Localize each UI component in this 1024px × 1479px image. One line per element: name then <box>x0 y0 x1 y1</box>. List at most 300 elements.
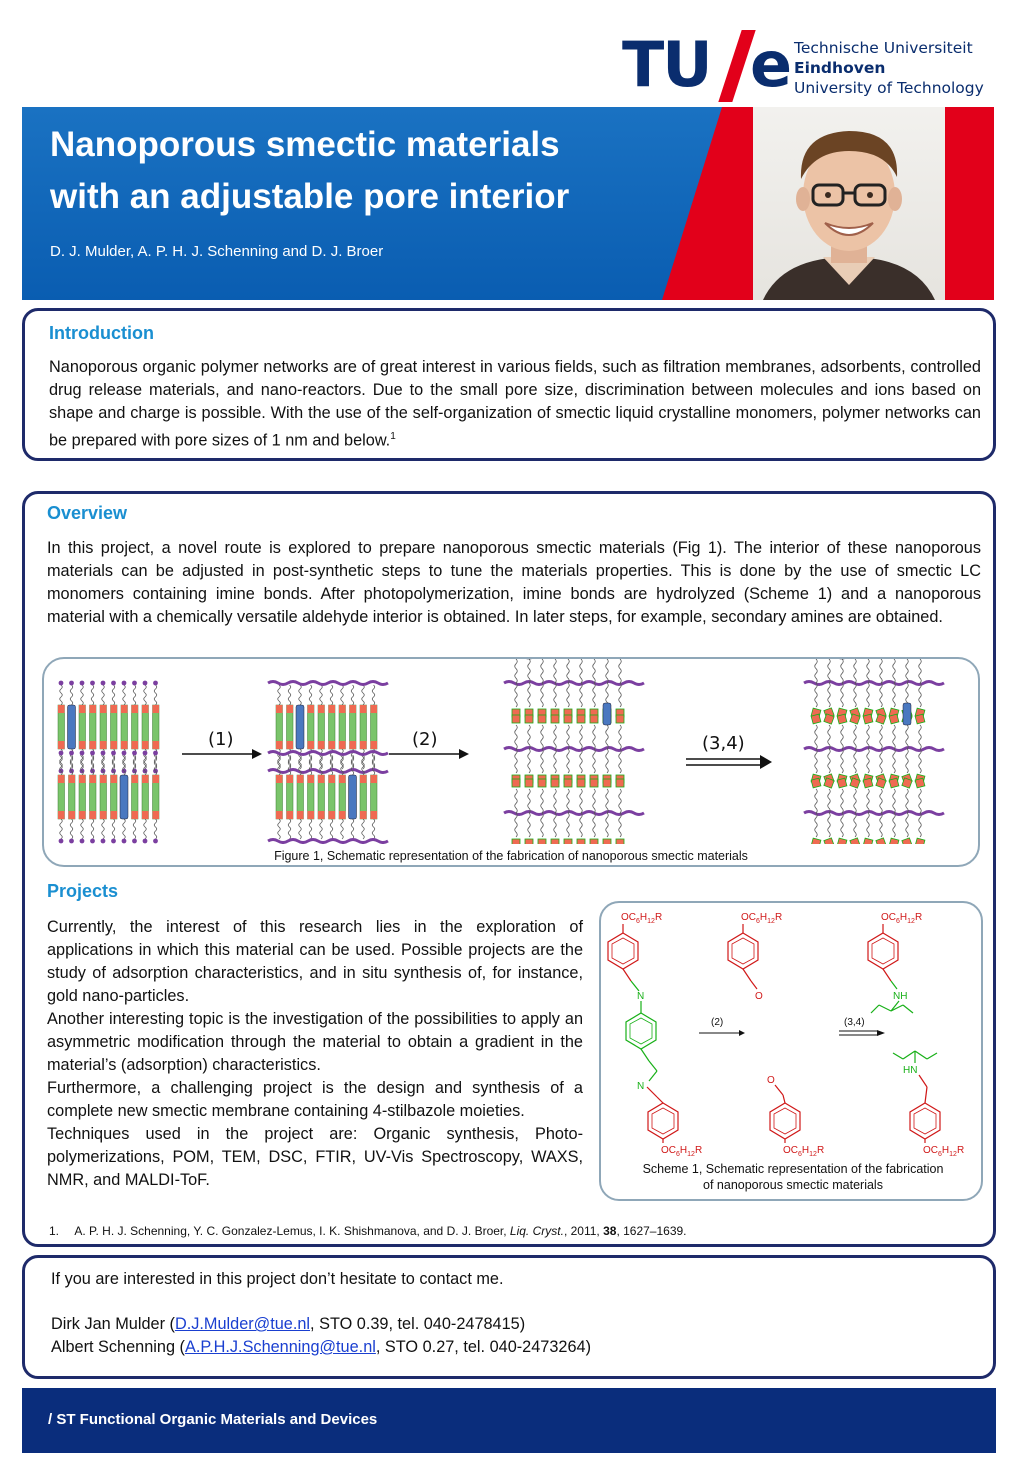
fig1-s3-bottom-head-up <box>577 779 585 787</box>
fig1-s1-upper-mesogen-cap-top <box>142 705 149 713</box>
contact-section <box>22 1255 996 1379</box>
fig1-s3-middle-head-up <box>538 715 546 723</box>
fig1-s4-middle-tail-up <box>880 725 883 749</box>
projects-paragraph-1: Currently, the interest of this research lies in the exploration of applications in which this material can be used. Possible projects are the study of adsorption characteristics, and in situ synthesis of, for instance, gold nano-particles. <box>47 918 583 1005</box>
fig1-s2-upper-mesogen-cap-top <box>308 705 315 713</box>
fig1-s4-bottom-head-down <box>863 838 873 844</box>
fig1-s3-bottom-tail-down <box>580 813 583 837</box>
fig1-s3-bottom-tail-up <box>567 789 570 813</box>
fig1-s4-middle-tail-up <box>867 725 870 749</box>
fig1-s3-middle-tail-up <box>593 725 596 749</box>
fig1-s3-middle-tail-down <box>580 749 583 773</box>
fig1-s1-lower-end-top <box>80 751 85 756</box>
fig1-s2-upper-mesogen-cap-bottom <box>339 741 346 749</box>
fig1-s2-lower-template <box>349 775 357 819</box>
fig1-s1-upper-tail-top <box>102 685 105 705</box>
fig1-s3-bottom-tail-down <box>515 813 518 837</box>
fig1-s1-lower-mesogen-cap-top <box>132 775 139 783</box>
fig1-s3-middle-tail-up <box>567 725 570 749</box>
contact-person-2 <box>51 1338 591 1357</box>
fig1-s2-upper-mesogen-cap-top <box>360 705 367 713</box>
fig1-s1-lower-end-top <box>143 751 148 756</box>
scheme-1 <box>599 901 983 1201</box>
fig1-s4-middle-tail-down <box>841 749 844 773</box>
fig1-s1-lower-mesogen-cap-bottom <box>58 811 65 819</box>
fig1-s2-lower-mesogen-cap-top <box>318 775 325 783</box>
scheme-structure-amine-top <box>868 912 922 1013</box>
fig1-s1-upper-mesogen-cap-top <box>132 705 139 713</box>
logo-line-3: University of Technology <box>794 79 984 97</box>
fig1-stage-functionalized <box>804 659 944 844</box>
fig1-s3-middle-backbone <box>504 748 644 751</box>
fig1-s3-middle-tail-down <box>567 749 570 773</box>
fig1-s2-upper-mesogen-cap-bottom <box>276 741 283 749</box>
fig1-s1-upper-mesogen-cap-top <box>153 705 160 713</box>
fig1-s3-top-tail-down <box>554 683 557 707</box>
footer-group-name: / ST Functional Organic Materials and Devices <box>48 1411 378 1428</box>
fig1-s1-lower-mesogen-cap-top <box>69 775 76 783</box>
projects-text <box>47 916 583 1192</box>
fig1-s1-lower-end-top <box>69 751 74 756</box>
fig1-s4-top-tail-down <box>919 683 922 707</box>
fig1-s1-lower-end-bottom <box>69 839 74 844</box>
projects-heading: Projects <box>47 881 119 901</box>
fig1-s2-lower-mesogen-cap-bottom <box>339 811 346 819</box>
fig1-s2-lower-mesogen-cap-top <box>287 775 294 783</box>
scheme-1-caption-line-2: of nanoporous smectic materials <box>703 1178 883 1192</box>
fig1-s4-bottom-head-down <box>850 838 860 844</box>
fig1-s1-upper-mesogen-cap-bottom <box>100 741 107 749</box>
fig1-s2-lower-tail-bottom <box>362 819 365 839</box>
fig1-s4-bottom-tail-down <box>906 813 909 837</box>
fig1-s1-lower-mesogen-cap-top <box>79 775 86 783</box>
fig1-s4-top-tail-down <box>854 683 857 707</box>
fig1-s1-upper-tail-top <box>60 685 63 705</box>
fig1-stage-hydrolyzed <box>504 659 644 844</box>
fig1-s2-upper-mesogen-cap-top <box>287 705 294 713</box>
fig1-s4-middle-tail-up <box>893 725 896 749</box>
overview-heading: Overview <box>47 503 128 523</box>
fig1-s3-bottom-tail-down <box>619 813 622 837</box>
fig1-s1-upper-end-top <box>122 681 127 686</box>
fig1-s1-upper-end-top <box>69 681 74 686</box>
scheme-n-label-1: N <box>637 991 645 1002</box>
fig1-s3-bottom-backbone <box>504 812 644 815</box>
fig1-s4-middle-tail-up <box>815 725 818 749</box>
projects-paragraph-4: Techniques used in the project are: Organic synthesis, Photo-polymerizations, POM, TEM, DSC, FTIR, UV-Vis Spectroscopy, WAXS, NMR, and MALDI-ToF. <box>47 1125 583 1189</box>
poster-authors: D. J. Mulder, A. P. H. J. Schenning and D. J. Broer <box>50 243 384 260</box>
fig1-s4-bottom-tail-up <box>854 789 857 813</box>
fig1-s3-bottom-head-up <box>525 779 533 787</box>
fig1-s3-middle-tail-down <box>554 749 557 773</box>
fig1-s4-middle-head-up <box>837 714 847 724</box>
fig1-s3-top-tail-up <box>619 659 622 683</box>
contact-person-1-name: Dirk Jan Mulder ( <box>51 1315 175 1333</box>
fig1-s3-top-tail-down <box>619 683 622 707</box>
fig1-s2-lower-mesogen-cap-bottom <box>318 811 325 819</box>
fig1-s2-lower-mesogen-cap-bottom <box>371 811 378 819</box>
fig1-s4-top-tail-down <box>880 683 883 707</box>
reference-journal: Liq. Cryst. <box>509 1224 564 1238</box>
fig1-s3-bottom-head-up <box>616 779 624 787</box>
scheme-n-label-2: N <box>637 1081 645 1092</box>
fig1-s1-lower-tail-bottom <box>144 819 147 839</box>
reference-authors: A. P. H. J. Schenning, Y. C. Gonzalez-Lemus, I. K. Shishmanova, and D. J. Broer, <box>74 1224 510 1238</box>
fig1-s2-upper-tail-top <box>341 685 344 705</box>
fig1-s2-lower-mesogen-cap-top <box>371 775 378 783</box>
logo-line-1: Technische Universiteit <box>794 39 973 57</box>
fig1-s4-top-tail-up <box>841 659 844 683</box>
fig1-s3-middle-head-up <box>577 715 585 723</box>
fig1-s1-upper-template <box>68 705 76 749</box>
fig1-s4-top-tail-up <box>828 659 831 683</box>
scheme-structure-aldehyde-bottom <box>767 1075 824 1158</box>
fig1-s2-upper-tail-top <box>278 685 281 705</box>
fig1-s1-upper-tail-top <box>144 685 147 705</box>
scheme-oc-label-4: $OC_6H_{12}R$ <box>783 1145 825 1158</box>
fig1-s2-lower-mesogen-cap-bottom <box>329 811 336 819</box>
fig1-s4-top-tail-up <box>880 659 883 683</box>
scheme-o-label-2: O <box>767 1075 775 1086</box>
contact-person-2-name: Albert Schenning ( <box>51 1338 185 1356</box>
fig1-s2-lower-mesogen-cap-top <box>360 775 367 783</box>
fig1-s1-upper-tail-top <box>91 685 94 705</box>
fig1-s3-top-tail-down <box>593 683 596 707</box>
fig1-s2-upper-mesogen-cap-top <box>350 705 357 713</box>
fig1-s3-top-tail-up <box>515 659 518 683</box>
fig1-s2-lower-tail-bottom <box>372 819 375 839</box>
fig1-s4-middle-head-up <box>863 714 873 724</box>
fig1-s4-middle-tail-down <box>893 749 896 773</box>
fig1-s3-bottom-head-down <box>577 839 585 844</box>
fig1-s2-lower-tail-bottom <box>320 819 323 839</box>
fig1-s3-middle-tail-up <box>528 725 531 749</box>
scheme-o-label-1: O <box>755 991 763 1002</box>
fig1-s4-top-tail-down <box>893 683 896 707</box>
fig1-s3-middle-tail-down <box>515 749 518 773</box>
fig1-s3-bottom-head-down <box>538 839 546 844</box>
fig1-s3-top-tail-up <box>580 659 583 683</box>
fig1-s4-bottom-head-down <box>811 838 821 844</box>
projects-paragraph-2: Another interesting topic is the investigation of the possibilities to apply an asymmetric modification through the material to obtain a gradient in the material’s (adsorption) characteristics. <box>47 1010 583 1074</box>
scheme-1-caption <box>611 1161 975 1193</box>
introduction-section <box>22 308 996 461</box>
fig1-s2-lower-tail-bottom <box>351 819 354 839</box>
fig1-s4-bottom-head-up <box>863 778 873 788</box>
fig1-s1-lower-tail-bottom <box>102 819 105 839</box>
fig1-s4-bottom-tail-up <box>919 789 922 813</box>
scheme-hn-label: HN <box>903 1065 918 1076</box>
fig1-s4-middle-tail-up <box>906 725 909 749</box>
fig1-s4-bottom-tail-down <box>815 813 818 837</box>
fig1-s4-middle-tail-down <box>867 749 870 773</box>
fig1-s1-lower-end-bottom <box>80 839 85 844</box>
scheme-1-graphic <box>601 903 981 1158</box>
fig1-s1-lower-mesogen-cap-top <box>142 775 149 783</box>
fig1-s1-upper-mesogen-cap-bottom <box>90 741 97 749</box>
fig1-s1-lower-mesogen-cap-top <box>153 775 160 783</box>
fig1-s1-lower-mesogen-cap-bottom <box>132 811 139 819</box>
fig1-s2-upper-mesogen-cap-top <box>318 705 325 713</box>
projects-paragraph-3: Furthermore, a challenging project is the design and synthesis of a complete new smectic membrane containing 4-stilbazole moieties. <box>47 1079 583 1120</box>
contact-person-2-details: , STO 0.27, tel. 040-2473264) <box>375 1338 591 1356</box>
fig1-s3-top-tail-down <box>567 683 570 707</box>
fig1-s4-top-backbone <box>804 682 944 685</box>
fig1-s4-top-tail-up <box>815 659 818 683</box>
fig1-s3-bottom-head-down <box>616 839 624 844</box>
fig1-s3-top-tail-down <box>541 683 544 707</box>
fig1-s2-lower-tail-bottom <box>341 819 344 839</box>
fig1-s1-lower-tail-bottom <box>133 819 136 839</box>
fig1-s2-lower-tail-bottom <box>299 819 302 839</box>
fig1-s3-middle-tail-up <box>619 725 622 749</box>
scheme-1-caption-line-1: Scheme 1, Schematic representation of the fabrication <box>642 1162 944 1176</box>
fig1-s1-upper-tail-top <box>112 685 115 705</box>
fig1-s1-upper-mesogen-cap-bottom <box>142 741 149 749</box>
fig1-stage-polymerized <box>268 682 388 843</box>
fig1-s3-middle-head-up <box>590 715 598 723</box>
fig1-s2-upper-tail-top <box>362 685 365 705</box>
fig1-s2-upper-mesogen-cap-bottom <box>360 741 367 749</box>
fig1-s3-bottom-tail-up <box>580 789 583 813</box>
fig1-s3-top-tail-down <box>515 683 518 707</box>
fig1-s2-upper-mesogen-cap-bottom <box>371 741 378 749</box>
fig1-s4-bottom-tail-down <box>893 813 896 837</box>
fig1-s3-middle-head-up <box>616 715 624 723</box>
fig1-s4-top-tail-down <box>828 683 831 707</box>
fig1-s1-upper-tail-top <box>70 685 73 705</box>
fig1-s1-upper-end-top <box>132 681 137 686</box>
fig1-s4-top-tail-up <box>854 659 857 683</box>
fig1-s4-bottom-head-down <box>824 838 834 844</box>
fig1-s3-middle-tail-down <box>593 749 596 773</box>
scheme-oc-label-5: $OC_6H_{12}R$ <box>881 912 923 925</box>
fig1-s2-lower-mesogen-cap-top <box>297 775 304 783</box>
fig1-s3-top-tail-down <box>528 683 531 707</box>
fig1-s1-upper-end-top <box>59 681 64 686</box>
fig1-s2-upper-tail-top <box>309 685 312 705</box>
fig1-s2-upper-backbone-top <box>268 682 388 685</box>
fig1-s3-bottom-head-down <box>564 839 572 844</box>
fig1-s1-upper-end-top <box>80 681 85 686</box>
fig1-s1-upper-mesogen-cap-bottom <box>79 741 86 749</box>
fig1-s2-lower-mesogen-cap-top <box>308 775 315 783</box>
fig1-s2-upper-mesogen-cap-bottom <box>308 741 315 749</box>
fig1-s3-bottom-head-down <box>551 839 559 844</box>
fig1-s1-lower-end-top <box>59 751 64 756</box>
scheme-step-34-label: (3,4) <box>844 1017 865 1028</box>
scheme-nh-label: NH <box>893 991 908 1002</box>
fig1-s4-bottom-tail-up <box>815 789 818 813</box>
fig1-s1-upper-mesogen-cap-top <box>58 705 65 713</box>
fig1-s1-upper-end-top <box>143 681 148 686</box>
fig1-s3-bottom-head-up <box>512 779 520 787</box>
fig1-s1-lower-end-bottom <box>101 839 106 844</box>
fig1-s1-lower-tail-bottom <box>70 819 73 839</box>
fig1-s3-top-tail-up <box>541 659 544 683</box>
reference-volume: 38 <box>603 1224 617 1238</box>
fig1-s2-lower-mesogen-cap-bottom <box>297 811 304 819</box>
contact-person-1-details: , STO 0.39, tel. 040-2478415) <box>310 1315 526 1333</box>
fig1-s1-lower-end-bottom <box>132 839 137 844</box>
fig1-s3-middle-tail-down <box>606 749 609 773</box>
fig1-s4-top-tail-up <box>919 659 922 683</box>
fig1-s1-upper-tail-top <box>133 685 136 705</box>
fig1-s3-middle-head-up <box>525 715 533 723</box>
fig1-s3-bottom-tail-up <box>593 789 596 813</box>
fig1-s1-lower-mesogen-cap-top <box>58 775 65 783</box>
fig1-s3-middle-tail-up <box>580 725 583 749</box>
fig1-s2-lower-mesogen-cap-top <box>339 775 346 783</box>
fig1-s2-upper-tail-top <box>330 685 333 705</box>
fig1-s4-middle-backbone <box>804 748 944 751</box>
fig1-s4-middle-tail-down <box>906 749 909 773</box>
fig1-s4-bottom-tail-up <box>880 789 883 813</box>
fig1-s3-middle-tail-up <box>515 725 518 749</box>
fig1-s1-upper-end-top <box>153 681 158 686</box>
fig1-s4-top-tail-down <box>841 683 844 707</box>
fig1-s3-top-tail-up <box>528 659 531 683</box>
fig1-s2-lower-tail-bottom <box>278 819 281 839</box>
fig1-s4-middle-tail-up <box>841 725 844 749</box>
fig1-s3-middle-tail-down <box>619 749 622 773</box>
fig1-s3-bottom-tail-down <box>593 813 596 837</box>
fig1-s1-lower-tail-bottom <box>112 819 115 839</box>
fig1-s1-lower-tail-bottom <box>123 819 126 839</box>
fig1-s1-upper-mesogen-cap-bottom <box>58 741 65 749</box>
fig1-s3-top-tail-up <box>593 659 596 683</box>
fig1-s2-upper-mesogen-cap-bottom <box>318 741 325 749</box>
fig1-s1-lower-tail-bottom <box>154 819 157 839</box>
fig1-s3-bottom-head-up <box>551 779 559 787</box>
fig1-s1-lower-end-bottom <box>143 839 148 844</box>
fig1-s2-lower-backbone-top <box>268 752 388 755</box>
fig1-s3-bottom-head-up <box>590 779 598 787</box>
fig1-s4-middle-head-up <box>889 714 899 724</box>
fig1-s1-lower-end-top <box>111 751 116 756</box>
logo-e: e <box>750 28 791 101</box>
figure-1-graphic <box>44 659 978 844</box>
fig1-s3-bottom-head-down <box>590 839 598 844</box>
fig1-s4-bottom-tail-down <box>867 813 870 837</box>
fig1-arrowhead-3 <box>760 755 772 769</box>
scheme-oc-label-1: $OC_6H_{12}R$ <box>621 912 663 925</box>
contact-person-1 <box>51 1315 525 1334</box>
fig1-s3-top-tail-up <box>554 659 557 683</box>
fig1-stage-monomers <box>58 681 159 844</box>
fig1-s2-lower-backbone-bottom <box>268 840 388 843</box>
fig1-s1-lower-mesogen-cap-bottom <box>142 811 149 819</box>
fig1-s4-middle-tail-down <box>828 749 831 773</box>
scheme-oc-label-3: $OC_6H_{12}R$ <box>741 912 783 925</box>
fig1-s1-lower-tail-bottom <box>60 819 63 839</box>
fig1-s1-lower-tail-bottom <box>91 819 94 839</box>
logo-tu: TU <box>622 28 711 101</box>
fig1-s3-middle-template <box>603 703 611 725</box>
fig1-s1-lower-mesogen-cap-top <box>90 775 97 783</box>
fig1-s4-bottom-head-down <box>915 838 925 844</box>
fig1-s1-lower-mesogen-cap-bottom <box>79 811 86 819</box>
fig1-s1-lower-mesogen-cap-bottom <box>100 811 107 819</box>
fig1-s3-bottom-head-down <box>525 839 533 844</box>
fig1-s1-lower-end-top <box>101 751 106 756</box>
fig1-s1-upper-tail-top <box>154 685 157 705</box>
fig1-s1-lower-end-top <box>122 751 127 756</box>
fig1-s4-middle-tail-down <box>815 749 818 773</box>
fig1-s1-lower-end-top <box>90 751 95 756</box>
fig1-s4-bottom-head-down <box>902 838 912 844</box>
fig1-s1-upper-mesogen-cap-top <box>100 705 107 713</box>
fig1-s2-lower-tail-bottom <box>309 819 312 839</box>
fig1-s1-upper-mesogen-cap-bottom <box>153 741 160 749</box>
fig1-s3-bottom-tail-up <box>606 789 609 813</box>
fig1-s4-middle-tail-down <box>880 749 883 773</box>
fig1-s1-upper-mesogen-cap-top <box>90 705 97 713</box>
fig1-s4-bottom-head-up <box>915 778 925 788</box>
fig1-s3-bottom-tail-up <box>515 789 518 813</box>
contact-person-1-email-link[interactable]: D.J.Mulder@tue.nl <box>174 1315 311 1333</box>
fig1-s1-upper-tail-top <box>81 685 84 705</box>
fig1-s3-bottom-head-down <box>603 839 611 844</box>
introduction-heading: Introduction <box>49 323 154 343</box>
poster-title <box>50 119 690 223</box>
fig1-s3-top-tail-up <box>606 659 609 683</box>
fig1-s1-lower-mesogen-cap-bottom <box>111 811 118 819</box>
scheme-oc-label-2: $OC_6H_{12}R$ <box>661 1145 703 1158</box>
scheme-step-2-label: (2) <box>711 1017 724 1028</box>
fig1-s4-top-tail-down <box>867 683 870 707</box>
reference-number: 1. <box>49 1224 60 1238</box>
fig1-s2-upper-tail-top <box>351 685 354 705</box>
fig1-s1-lower-end-bottom <box>122 839 127 844</box>
fig1-s3-bottom-tail-down <box>567 813 570 837</box>
fig1-s1-lower-template <box>120 775 128 819</box>
scheme-oc-label-6: $OC_6H_{12}R$ <box>923 1145 965 1158</box>
fig1-s4-bottom-head-up <box>837 778 847 788</box>
fig1-s4-bottom-tail-down <box>919 813 922 837</box>
fig1-s3-middle-tail-down <box>541 749 544 773</box>
logo-line-2: Eindhoven <box>794 59 886 77</box>
reference-pages: , 1627–1639. <box>616 1224 687 1238</box>
fig1-s1-lower-end-bottom <box>90 839 95 844</box>
fig1-s4-top-tail-up <box>867 659 870 683</box>
introduction-body: Nanoporous organic polymer networks are of great interest in various fields, such as filtration membranes, adsorbents, controlled drug release materials, and nano-reactors. Due to the small pore size, discrimination between molecules and ions based on shape and charge is possible. With the use of the self-organization of smectic liquid crystalline monomers, polymer networks can be prepared with pore sizes of 1 nm and below. <box>49 358 981 450</box>
fig1-s2-upper-tail-top <box>288 685 291 705</box>
fig1-s1-lower-tail-bottom <box>81 819 84 839</box>
poster-title-line-1: Nanoporous smectic materials <box>50 125 560 164</box>
fig1-s2-lower-mesogen-cap-bottom <box>360 811 367 819</box>
fig1-s1-lower-end-bottom <box>111 839 116 844</box>
scheme-structure-imine <box>608 912 702 1158</box>
footer-bar <box>22 1388 996 1453</box>
fig1-s4-middle-tail-up <box>919 725 922 749</box>
scheme-structure-amine-bottom <box>893 1051 964 1158</box>
overview-projects-section <box>22 491 996 1247</box>
fig1-s4-bottom-tail-down <box>841 813 844 837</box>
contact-person-2-email-link[interactable]: A.P.H.J.Schenning@tue.nl <box>184 1338 376 1356</box>
title-banner <box>22 107 994 300</box>
fig1-s4-bottom-tail-up <box>841 789 844 813</box>
fig1-s3-middle-head-up <box>512 715 520 723</box>
fig1-s4-bottom-head-down <box>889 838 899 844</box>
fig1-s1-upper-tail-top <box>123 685 126 705</box>
fig1-s4-middle-head-up <box>811 714 821 724</box>
fig1-s2-upper-tail-top <box>372 685 375 705</box>
fig1-s3-bottom-tail-up <box>528 789 531 813</box>
fig1-s2-upper-tail-top <box>299 685 302 705</box>
fig1-s3-middle-tail-up <box>554 725 557 749</box>
fig1-s1-upper-end-top <box>90 681 95 686</box>
